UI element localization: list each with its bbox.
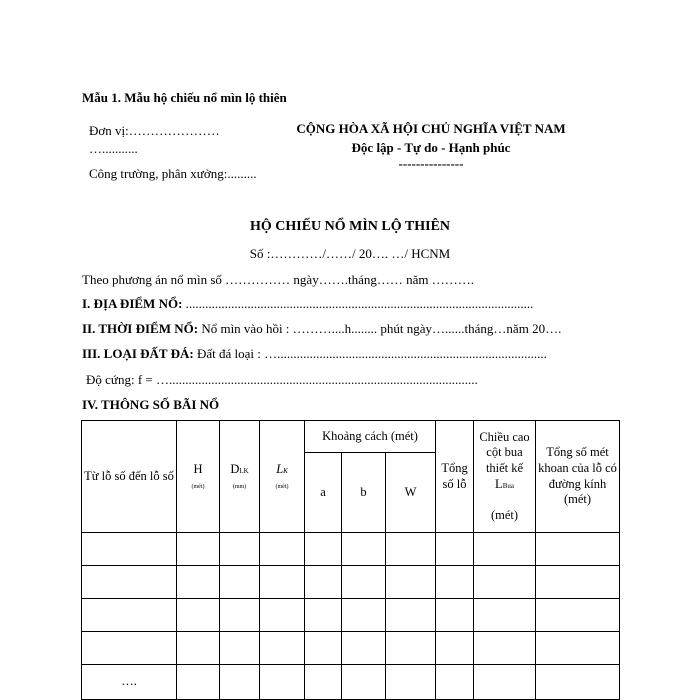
- table-cell[interactable]: [536, 566, 620, 599]
- table-cell[interactable]: ….: [82, 665, 177, 700]
- table-cell[interactable]: [305, 599, 342, 632]
- header-l-letter: L: [276, 461, 284, 476]
- table-cell[interactable]: [260, 632, 305, 665]
- table-cell[interactable]: [536, 599, 620, 632]
- table-cell[interactable]: [177, 533, 220, 566]
- table-cell[interactable]: [260, 533, 305, 566]
- header-lk-unit: (mét): [275, 483, 289, 490]
- table-row: [82, 566, 620, 599]
- table-cell[interactable]: [474, 533, 536, 566]
- header-l-subscript: K: [283, 466, 288, 475]
- header-dlk-label: [230, 462, 248, 476]
- table-cell[interactable]: [386, 632, 436, 665]
- table-cell[interactable]: [305, 632, 342, 665]
- section-fill: ...........................................................................................................: [182, 296, 534, 311]
- section-label: II. THỜI ĐIỂM NỔ:: [82, 321, 199, 336]
- table-cell[interactable]: [177, 599, 220, 632]
- table-cell[interactable]: [82, 566, 177, 599]
- header-distance: Khoảng cách (mét): [305, 421, 436, 453]
- header-total-holes: Tổng số lỗ: [436, 421, 474, 533]
- table-cell[interactable]: [177, 665, 220, 700]
- blast-parameters-table: [81, 420, 620, 700]
- table-row: [82, 632, 620, 665]
- table-cell[interactable]: [220, 533, 260, 566]
- table-cell[interactable]: [305, 566, 342, 599]
- table-cell[interactable]: [386, 665, 436, 700]
- site-label: Công trường, phân xưởng:.........: [89, 166, 257, 181]
- header-lk-label: [276, 462, 288, 476]
- table-cell[interactable]: [260, 566, 305, 599]
- table-cell[interactable]: [305, 533, 342, 566]
- header-h-unit: (mét): [191, 483, 205, 490]
- header-d-subscript: LK: [239, 466, 249, 475]
- header-stem-label: Chiều cao cột bua thiết kế L: [479, 429, 530, 491]
- rock-hardness-line: Độ cứng: f = …...............................................................................................: [86, 372, 478, 387]
- table-cell[interactable]: [474, 665, 536, 700]
- table-cell[interactable]: [386, 533, 436, 566]
- table-cell[interactable]: [436, 533, 474, 566]
- table-cell[interactable]: [436, 665, 474, 700]
- table-row: [82, 599, 620, 632]
- blast-plan-line: Theo phương án nổ mìn số …………… ngày…….tháng…… năm ……….: [82, 272, 474, 287]
- section-fill: Nổ mìn vào hồi : ………....h........ phút ngày…......tháng…năm 20….: [198, 321, 562, 336]
- table-cell[interactable]: [436, 632, 474, 665]
- section-blast-time: [82, 321, 561, 337]
- table-cell[interactable]: [474, 599, 536, 632]
- table-cell[interactable]: [82, 533, 177, 566]
- section-blast-parameters: IV. THÔNG SỐ BÃI NỔ: [82, 397, 220, 412]
- header-lk: [260, 421, 305, 533]
- table-cell[interactable]: [474, 632, 536, 665]
- table-cell[interactable]: [220, 566, 260, 599]
- table-cell[interactable]: [386, 566, 436, 599]
- header-h-label: H: [193, 461, 203, 476]
- header-a: a: [305, 453, 342, 533]
- table-cell[interactable]: [536, 533, 620, 566]
- table-cell[interactable]: [342, 533, 386, 566]
- header-dlk-unit: (mm): [232, 483, 247, 490]
- header-stem-unit: (mét): [490, 507, 519, 522]
- national-motto: Độc lập - Tự do - Hạnh phúc: [351, 140, 511, 155]
- document-title: HỘ CHIẾU NỔ MÌN LỘ THIÊN: [249, 219, 451, 234]
- header-w: W: [386, 453, 436, 533]
- table-cell[interactable]: [342, 566, 386, 599]
- header-from-to: Từ lỗ số đến lỗ số: [82, 421, 177, 533]
- unit-label: Đơn vị:…………………: [89, 123, 220, 138]
- table-row: [82, 533, 620, 566]
- header-b: b: [342, 453, 386, 533]
- table-cell[interactable]: [386, 599, 436, 632]
- table-cell[interactable]: [82, 632, 177, 665]
- motto-rule: ---------------: [398, 156, 464, 171]
- table-cell[interactable]: [220, 632, 260, 665]
- header-total-meters: Tổng số mét khoan của lỗ có đường kính (mét): [536, 421, 620, 533]
- table-cell[interactable]: [342, 599, 386, 632]
- header-stem-subscript: Bua: [502, 481, 514, 490]
- document-number: Số :…………/……/ 20…. …/ HCNM: [249, 246, 451, 261]
- table-cell[interactable]: [342, 665, 386, 700]
- header-stem-height: [474, 421, 536, 533]
- table-cell[interactable]: [436, 599, 474, 632]
- table-cell[interactable]: [260, 599, 305, 632]
- table-cell[interactable]: [260, 665, 305, 700]
- table-cell[interactable]: [177, 566, 220, 599]
- header-d-letter: D: [230, 461, 240, 476]
- table-cell[interactable]: [474, 566, 536, 599]
- table-cell[interactable]: [436, 566, 474, 599]
- table-row: [82, 665, 620, 700]
- table-cell[interactable]: [536, 665, 620, 700]
- section-label: III. LOẠI ĐẤT ĐÁ:: [82, 346, 194, 361]
- section-label: I. ĐỊA ĐIỂM NỔ:: [82, 296, 183, 311]
- section-rock-type: [82, 346, 547, 362]
- table-cell[interactable]: [220, 599, 260, 632]
- section-fill: Đất đá loại : …...................................................................................: [193, 346, 547, 361]
- table-cell[interactable]: [305, 665, 342, 700]
- table-cell[interactable]: [342, 632, 386, 665]
- header-dlk: [220, 421, 260, 533]
- form-title: Mẫu 1. Mẫu hộ chiếu nổ mìn lộ thiên: [82, 90, 287, 105]
- table-header-row: [82, 421, 620, 453]
- unit-label-continuation: …...........: [89, 141, 138, 156]
- table-cell[interactable]: [220, 665, 260, 700]
- national-title: CỘNG HÒA XÃ HỘI CHỦ NGHĨA VIỆT NAM: [296, 121, 566, 136]
- header-h: [177, 421, 220, 533]
- table-cell[interactable]: [82, 599, 177, 632]
- table-cell[interactable]: [177, 632, 220, 665]
- section-blast-location: [82, 296, 533, 312]
- table-cell[interactable]: [536, 632, 620, 665]
